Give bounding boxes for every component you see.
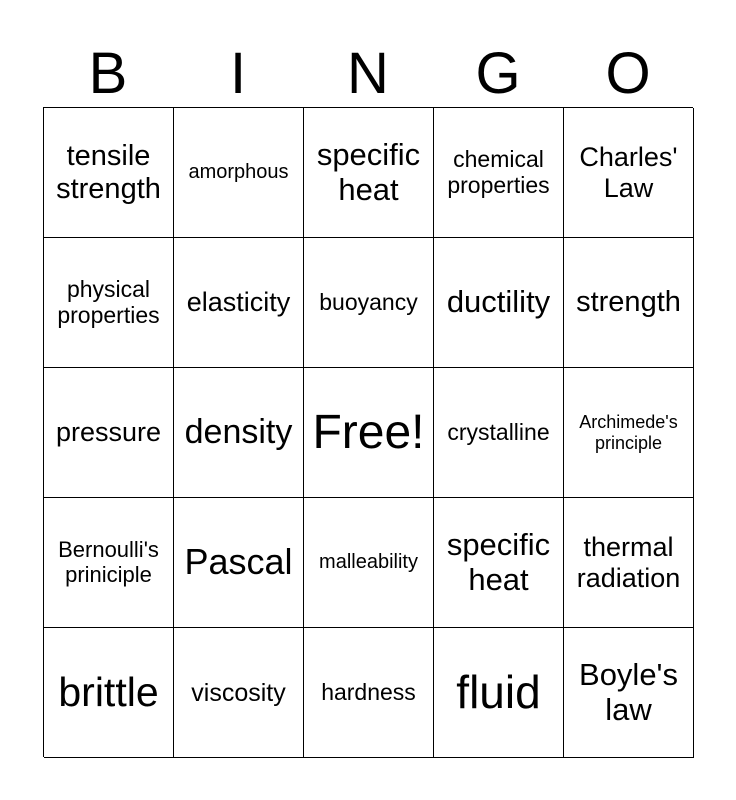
cell-label: amorphous bbox=[188, 161, 289, 184]
cell-label: specific heat bbox=[446, 526, 551, 597]
bingo-cell[interactable] bbox=[174, 498, 304, 628]
bingo-cell[interactable] bbox=[564, 628, 694, 758]
bingo-cell[interactable] bbox=[434, 628, 564, 758]
cell-label: thermal radiation bbox=[576, 532, 681, 593]
bingo-board bbox=[43, 107, 693, 757]
bingo-cell[interactable] bbox=[564, 498, 694, 628]
cell-label: physical properties bbox=[57, 275, 160, 328]
cell-label: strength bbox=[576, 286, 681, 319]
cell-label: crystalline bbox=[447, 418, 550, 445]
bingo-cell[interactable] bbox=[304, 108, 434, 238]
cell-label: Bernoulli's priniciple bbox=[58, 536, 159, 587]
cell-label: tensile strength bbox=[56, 140, 161, 205]
cell-label: density bbox=[184, 413, 293, 452]
bingo-cell[interactable] bbox=[174, 368, 304, 498]
bingo-cell[interactable] bbox=[304, 498, 434, 628]
bingo-cell[interactable] bbox=[174, 628, 304, 758]
cell-label: Pascal bbox=[184, 541, 293, 583]
cell-label: Archimede's principle bbox=[579, 412, 678, 453]
bingo-cell[interactable] bbox=[44, 498, 174, 628]
bingo-cell[interactable] bbox=[564, 108, 694, 238]
bingo-cell[interactable] bbox=[564, 238, 694, 368]
bingo-cell[interactable] bbox=[434, 498, 564, 628]
bingo-cell[interactable] bbox=[44, 108, 174, 238]
bingo-cell[interactable] bbox=[564, 368, 694, 498]
bingo-cell[interactable] bbox=[434, 368, 564, 498]
header-letter-i: I bbox=[229, 41, 247, 106]
header-letter-n: N bbox=[347, 41, 389, 106]
bingo-cell[interactable] bbox=[174, 108, 304, 238]
bingo-cell[interactable] bbox=[304, 628, 434, 758]
header-letter-b: B bbox=[88, 41, 128, 106]
cell-label: Boyle's law bbox=[579, 656, 678, 727]
bingo-cell[interactable] bbox=[434, 238, 564, 368]
header-letter-g: G bbox=[475, 41, 521, 106]
cell-label: brittle bbox=[58, 668, 159, 715]
bingo-header bbox=[43, 42, 693, 106]
cell-label: fluid bbox=[456, 665, 541, 718]
free-space-cell[interactable] bbox=[304, 368, 434, 498]
cell-label: malleability bbox=[319, 551, 418, 574]
cell-label: viscosity bbox=[191, 678, 286, 707]
cell-label: specific heat bbox=[316, 136, 421, 207]
cell-label: chemical properties bbox=[447, 145, 550, 198]
cell-label: pressure bbox=[55, 417, 162, 448]
cell-label: ductility bbox=[446, 284, 551, 320]
bingo-cell[interactable] bbox=[44, 368, 174, 498]
bingo-cell[interactable] bbox=[304, 238, 434, 368]
bingo-cell[interactable] bbox=[44, 238, 174, 368]
header-letter-o: O bbox=[605, 41, 651, 106]
bingo-cell[interactable] bbox=[434, 108, 564, 238]
bingo-cell[interactable] bbox=[44, 628, 174, 758]
cell-label: Charles' Law bbox=[579, 142, 678, 203]
cell-label: buoyancy bbox=[319, 288, 418, 315]
cell-label: elasticity bbox=[186, 287, 291, 318]
free-space-label: Free! bbox=[312, 405, 425, 459]
bingo-cell[interactable] bbox=[174, 238, 304, 368]
cell-label: hardness bbox=[321, 678, 416, 705]
